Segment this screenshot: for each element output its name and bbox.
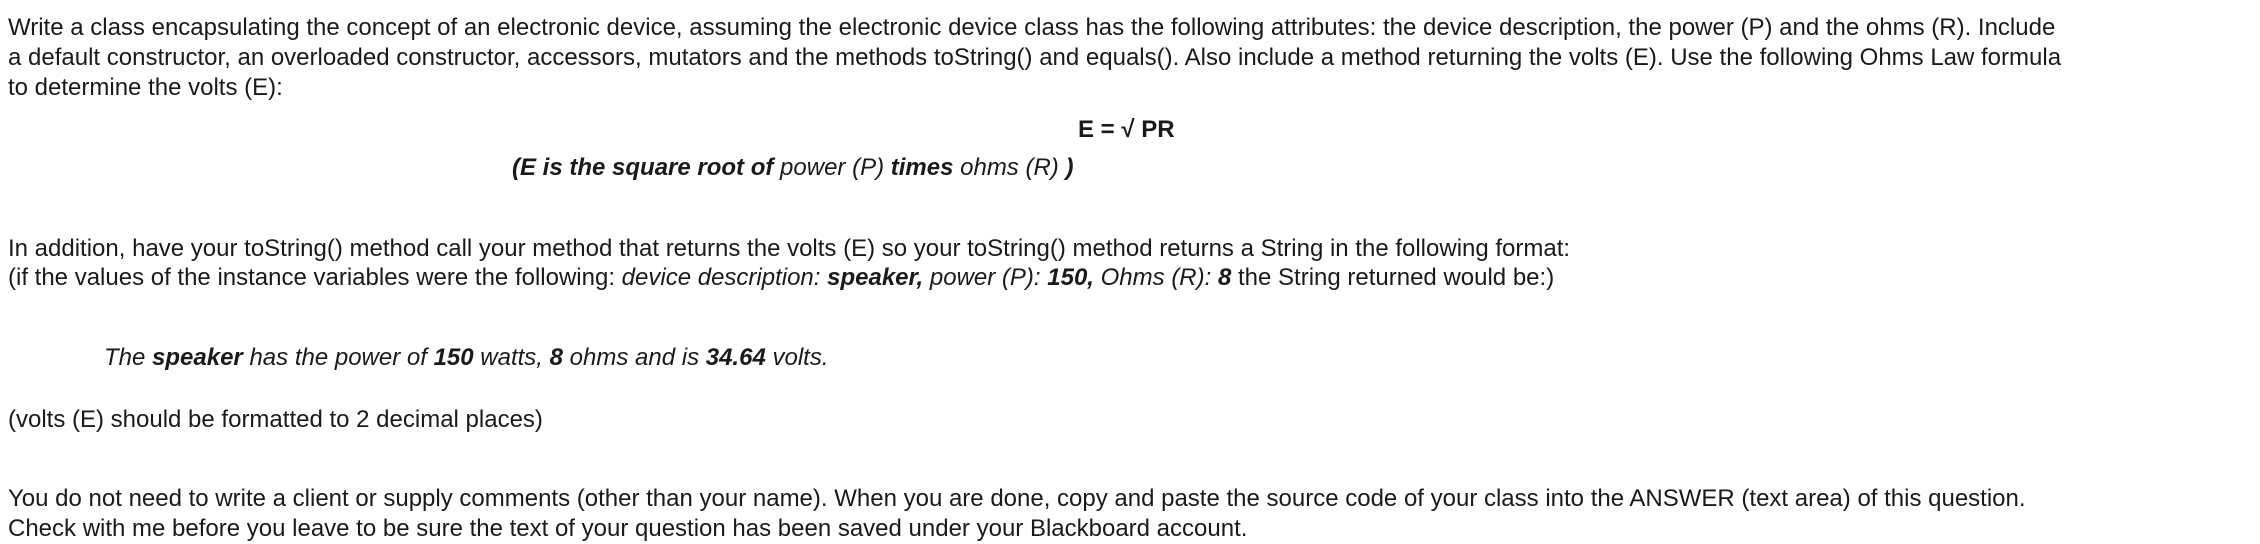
output-text-5: volts. — [765, 344, 829, 371]
label-ohms: Ohms (R): — [1093, 264, 1218, 291]
question-document — [8, 0, 2254, 542]
note-square-root-text: E is the square root of — [520, 154, 774, 181]
value-device-description: speaker, — [827, 264, 924, 291]
intro-line-1: Write a class encapsulating the concept of an electronic device, assuming the electronic device class has the following attributes: the device description, the power (P) and the ohms (R). Include — [8, 14, 2056, 41]
formula-explanation — [512, 153, 1073, 183]
label-power: power (P): — [923, 264, 1048, 291]
value-ohms: 8 — [1217, 264, 1232, 291]
output-ohms: 8 — [549, 344, 563, 371]
output-description: speaker — [152, 344, 243, 371]
closing-line-2: Check with me before you leave to be sure the text of your question has been saved under your Blackboard account. — [8, 515, 1248, 542]
note-ohms-text: ohms (R) — [953, 154, 1066, 181]
intro-line-3: to determine the volts (E): — [8, 74, 283, 101]
note-open-paren: ( — [512, 154, 520, 181]
addition-line-1: In addition, have your toString() method call your method that returns the volts (E) so your toString() method returns a String in the following format: — [8, 235, 1571, 262]
intro-line-2: a default constructor, an overloaded constructor, accessors, mutators and the methods toString() and equals(). Also include a method returning the volts (E). Use the following Ohms Law formula — [8, 44, 2062, 71]
output-text-2: has the power of — [242, 344, 434, 371]
output-text-3: watts, — [473, 344, 550, 371]
note-close-paren: ) — [1065, 154, 1074, 181]
format-note: (volts (E) should be formatted to 2 decimal places) — [8, 406, 543, 433]
closing-line-1: You do not need to write a client or supply comments (other than your name). When you are done, copy and paste the source code of your class into the ANSWER (text area) of this question. — [8, 485, 2026, 512]
note-power-text: power (P) — [773, 154, 891, 181]
label-device-description: device description: — [621, 264, 828, 291]
intro-paragraph — [8, 13, 2061, 103]
note-times-text: times — [890, 154, 954, 181]
example-output-string — [104, 343, 828, 373]
output-text-1: The — [104, 344, 153, 371]
ohms-law-formula: E = √ PR — [1078, 116, 1175, 143]
example-prefix: (if the values of the instance variables were the following: — [8, 264, 622, 291]
example-suffix: the String returned would be:) — [1231, 264, 1555, 291]
value-power: 150, — [1047, 264, 1094, 291]
output-text-4: ohms and is — [563, 344, 706, 371]
output-volts: 34.64 — [705, 344, 766, 371]
output-power: 150 — [433, 344, 474, 371]
example-values-line — [8, 263, 1554, 293]
